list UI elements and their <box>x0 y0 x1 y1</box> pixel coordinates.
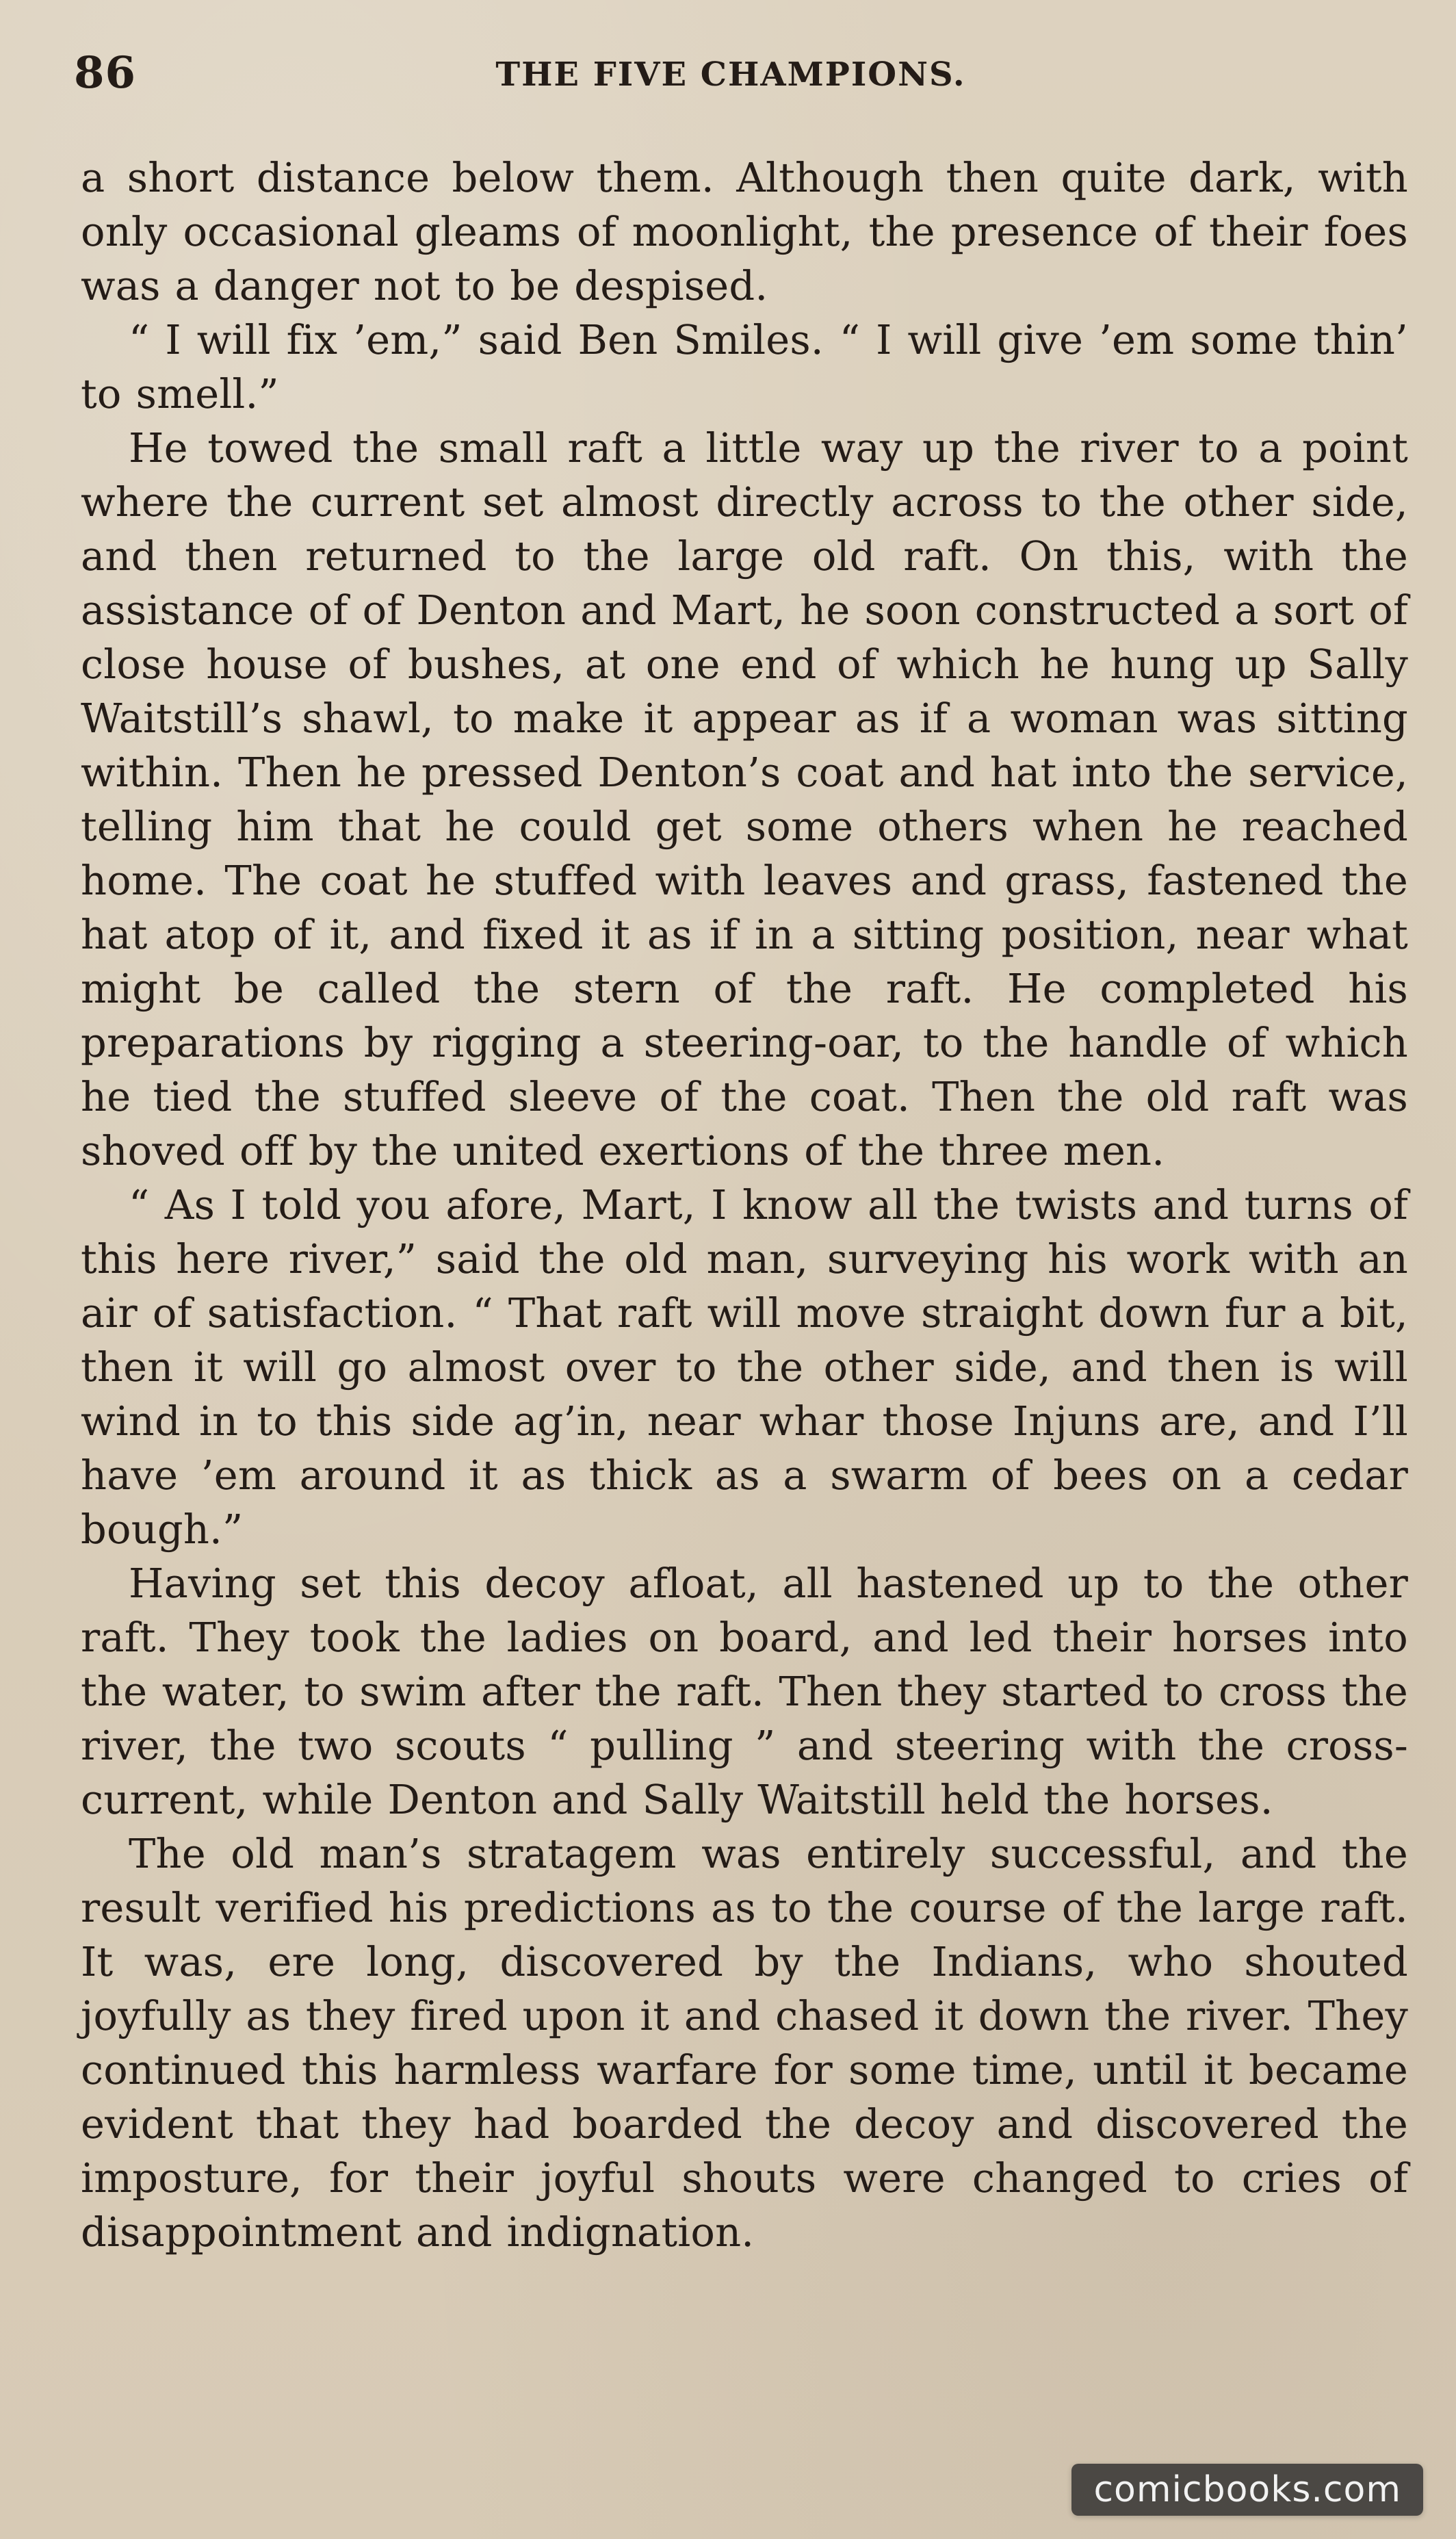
paragraph-2: “ I will fix ’em,” said Ben Smiles. “ I will give ’em some thin’ to smell.” <box>81 316 1408 417</box>
page-content <box>81 151 1408 2259</box>
paragraph-6: The old man’s stratagem was entirely successful, and the result verified his predictions as to the course of the large raft. It was, ere long, discovered by the Indians, who shouted joyfully as they fired upon it and chased it down the river. They continued this harmless warfare for some time, until it became evident that they had boarded the decoy and discovered the imposture, for their joyful shouts were changed to cries of disappointment and indignation. <box>81 1830 1408 2256</box>
page-header <box>74 47 1388 103</box>
paragraph-3: He towed the small raft a little way up the river to a point where the current set almost directly across to the other side, and then returned to the large old raft. On this, with the assistance of of Denton and Mart, he soon constructed a sort of close house of bushes, at one end of which he hung up Sally Waitstill’s shawl, to make it appear as if a woman was sitting within. Then he pressed Denton’s coat and hat into the service, telling him that he could get some others when he reached home. The coat he stuffed with leaves and grass, fastened the hat atop of it, and fixed it as if in a sitting position, near what might be called the stern of the raft. He completed his preparations by rigging a steering-oar, to the handle of which he tied the stuffed sleeve of the coat. Then the old raft was shoved off by the united exertions of the three men. <box>81 424 1408 1174</box>
paragraph-1: a short distance below them. Although then quite dark, with only occasional gleams of moonlight, the presence of their foes was a danger not to be despised. <box>81 154 1408 309</box>
watermark: comicbooks.com <box>1071 2464 1423 2516</box>
paragraph-5: Having set this decoy afloat, all hastened up to the other raft. They took the ladies on board, and led their horses into the water, to swim after the raft. Then they started to cross the river, the two scouts “ pulling ” and steering with the cross-current, while Denton and Sally Waitstill held the horses. <box>81 1560 1408 1823</box>
running-head: THE FIVE CHAMPIONS. <box>495 55 966 94</box>
paragraph-4: “ As I told you afore, Mart, I know all the twists and turns of this here river,” said the old man, surveying his work with an air of satisfaction. “ That raft will move straight down fur a bit, then it will go almost over to the other side, and then is will wind in to this side ag’in, near whar those Injuns are, and I’ll have ’em around it as thick as a swarm of bees on a cedar bough.” <box>81 1181 1408 1553</box>
page-number: 86 <box>74 47 137 99</box>
